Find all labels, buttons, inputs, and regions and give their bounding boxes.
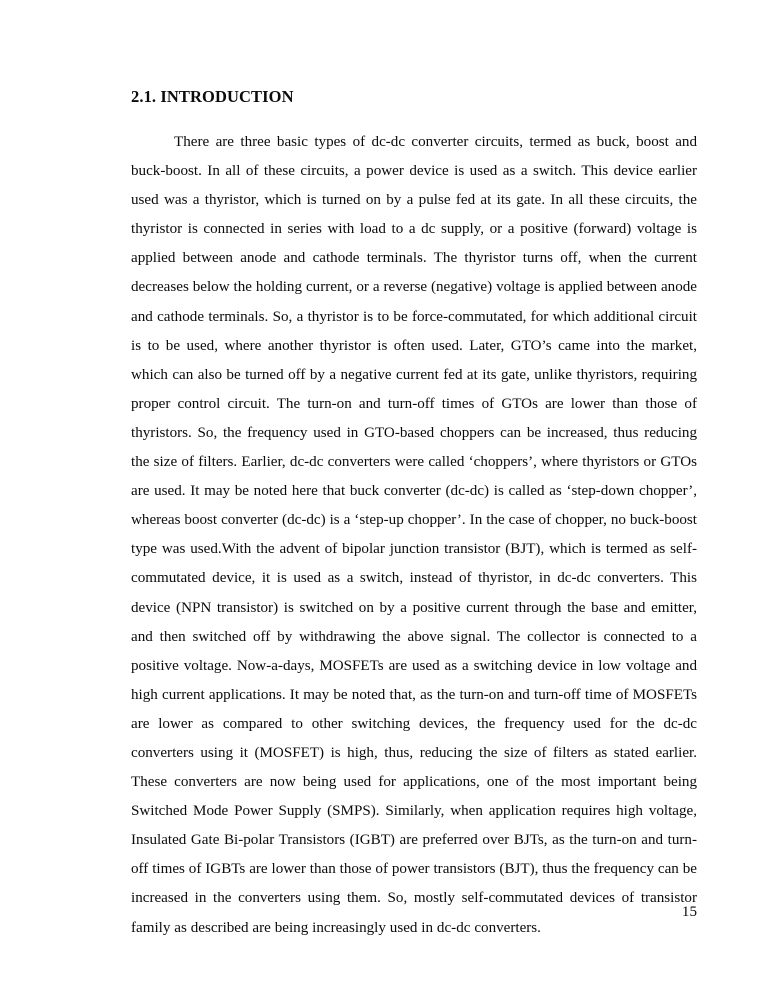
- section-heading: 2.1. INTRODUCTION: [131, 87, 294, 106]
- body-text-block: [131, 128, 697, 943]
- introduction-paragraph: There are three basic types of dc-dc converter circuits, termed as buck, boost and buck-boost. In all of these circuits, a power device is used as a switch. This device earlier used was a thyristor, which is turned on by a pulse fed at its gate. In all these circuits, the thyristor is connected in series with load to a dc supply, or a positive (forward) voltage is applied between anode and cathode terminals. The thyristor turns off, when the current decreases below the holding current, or a reverse (negative) voltage is applied between anode and cathode terminals. So, a thyristor is to be force-commutated, for which additional circuit is to be used, where another thyristor is often used. Later, GTO’s came into the market, which can also be turned off by a negative current fed at its gate, unlike thyristors, requiring proper control circuit. The turn-on and turn-off times of GTOs are lower than those of thyristors. So, the frequency used in GTO-based choppers can be increased, thus reducing the size of filters. Earlier, dc-dc converters were called ‘choppers’, where thyristors or GTOs are used. It may be noted here that buck converter (dc-dc) is called as ‘step-down chopper’, whereas boost converter (dc-dc) is a ‘step-up chopper’. In the case of chopper, no buck-boost type was used.With the advent of bipolar junction transistor (BJT), which is termed as self-commutated device, it is used as a switch, instead of thyristor, in dc-dc converters. This device (NPN transistor) is switched on by a positive current through the base and emitter, and then switched off by withdrawing the above signal. The collector is connected to a positive voltage. Now-a-days, MOSFETs are used as a switching device in low voltage and high current applications. It may be noted that, as the turn-on and turn-off time of MOSFETs are lower as compared to other switching devices, the frequency used for the dc-dc converters using it (MOSFET) is high, thus, reducing the size of filters as stated earlier. These converters are now being used for applications, one of the most important being Switched Mode Power Supply (SMPS). Similarly, when application requires high voltage, Insulated Gate Bi-polar Transistors (IGBT) are preferred over BJTs, as the turn-on and turn-off times of IGBTs are lower than those of power transistors (BJT), thus the frequency can be increased in the converters using them. So, mostly self-commutated devices of transistor family as described are being increasingly used in dc-dc converters.: [131, 134, 697, 936]
- page-number: 15: [681, 904, 697, 920]
